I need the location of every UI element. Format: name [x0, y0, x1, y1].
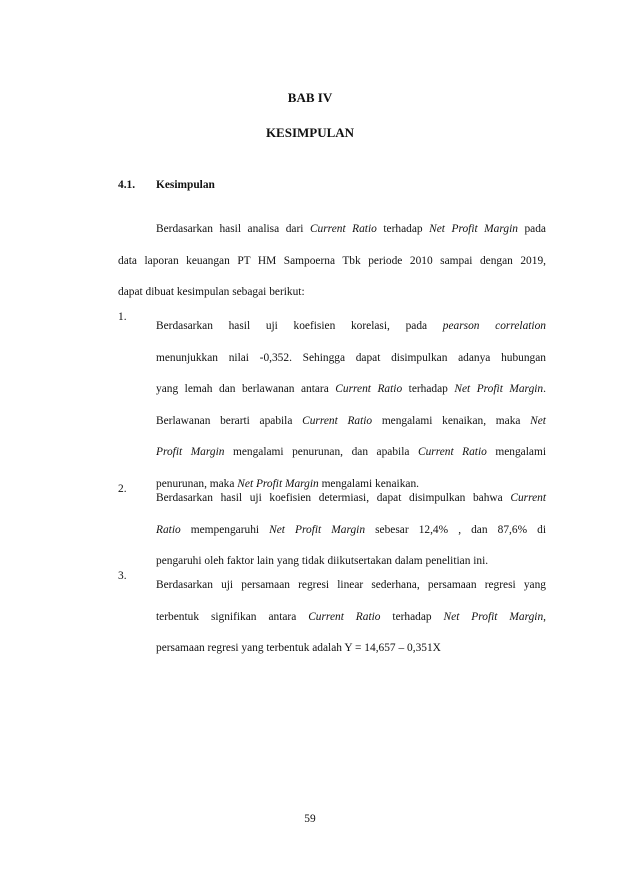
intro-line-1: Berdasarkan hasil analisa dari Current Ratio terhadap Net Profit Margin pada — [156, 223, 546, 235]
item-body: Berdasarkan hasil uji koefisien korelasi, pada pearson correlation menunjukkan nilai -0,352. Sehingga dapat disimpulkan adanya hubungan yang lemah dan berlawanan antara Current Ratio terhadap Net Profit Margin. Berlawanan berarti apabila Current Ratio mengalami kenaikan, maka Net Profit Margin mengalami penurunan, dan apabila Current Ratio mengalami penurunan, maka Net Profit Margin mengalami kenaikan. — [156, 320, 546, 490]
intro-line-2: data laporan keuangan PT HM Sampoerna Tbk periode 2010 sampai dengan 2019, — [118, 254, 546, 267]
conclusion-item-3 — [118, 570, 546, 665]
intro-paragraph — [118, 214, 546, 309]
chapter-heading: BAB IV — [287, 90, 333, 105]
item-number: 2. — [118, 483, 127, 495]
section-number: 4.1. — [118, 179, 136, 191]
item-number: 3. — [118, 570, 127, 582]
item-number: 1. — [118, 311, 127, 323]
item-body: Berdasarkan uji persamaan regresi linear sederhana, persamaan regresi yang terbentuk signifikan antara Current Ratio terhadap Net Profit Margin, persamaan regresi yang terbentuk adalah Y = 14,657 – 0,351X — [156, 579, 546, 654]
page-number: 59 — [304, 813, 316, 825]
chapter-title: KESIMPULAN — [265, 125, 355, 140]
conclusion-item-1 — [118, 311, 546, 500]
item-body: Berdasarkan hasil uji koefisien determiasi, dapat disimpulkan bahwa Current Ratio mempengaruhi Net Profit Margin sebesar 12,4% , dan 87,6% di pengaruhi oleh faktor lain yang tidak diikutsertakan dalam penelitian ini. — [156, 492, 546, 567]
section-title: Kesimpulan — [156, 179, 215, 191]
conclusion-item-2 — [118, 483, 546, 578]
intro-line-3: dapat dibuat kesimpulan sebagai berikut: — [118, 286, 305, 298]
